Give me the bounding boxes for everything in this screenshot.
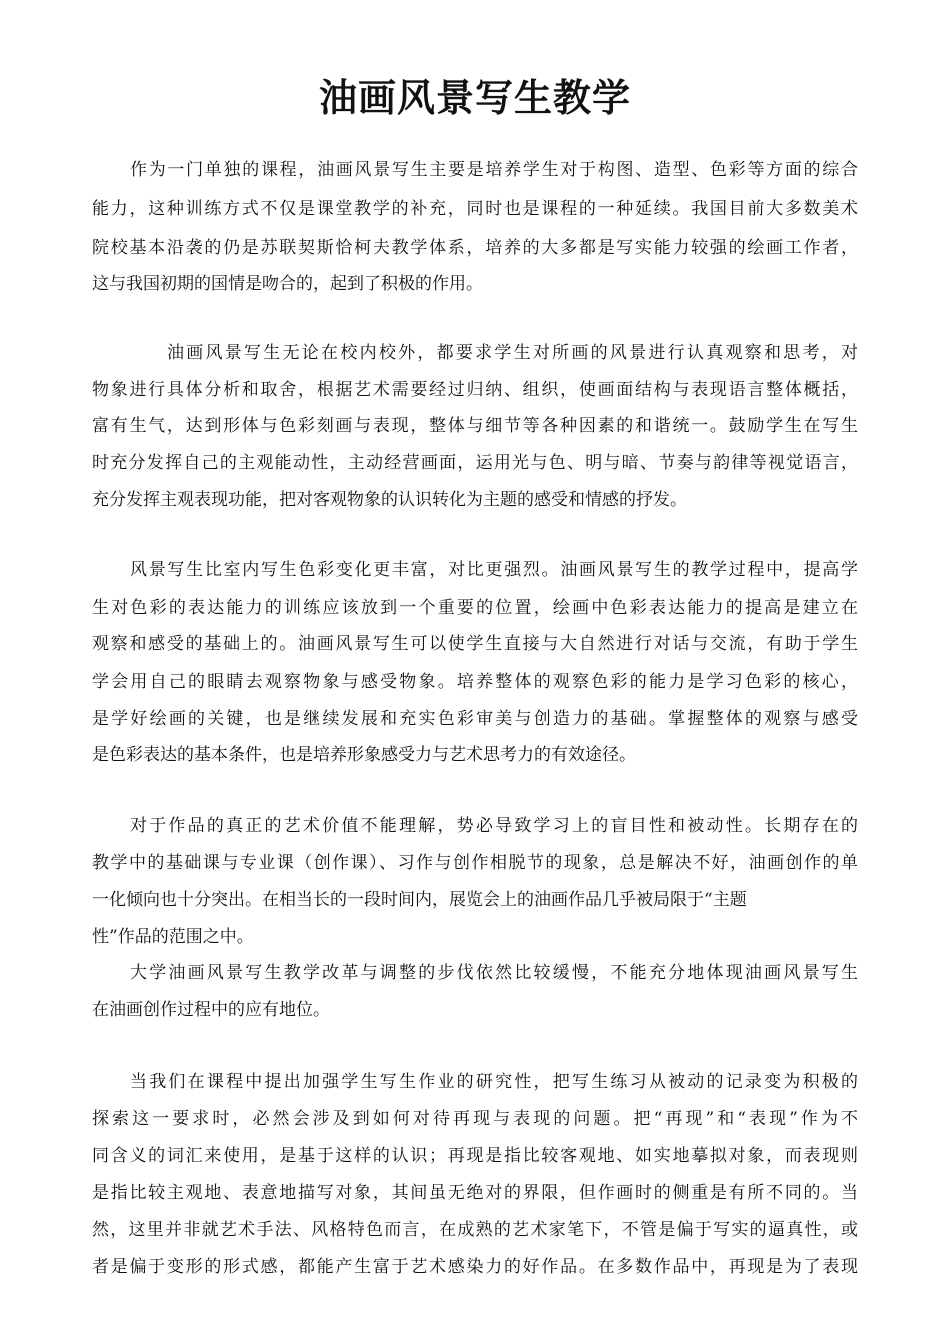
paragraph-3-line-3: 观察和感受的基础上的。油画风景写生可以使学生直接与大自然进行对话与交流，有助于学生 bbox=[92, 634, 858, 654]
paragraph-5-line-1: 大学油画风景写生教学改革与调整的步伐依然比较缓慢，不能充分地体现油画风景写生 bbox=[130, 963, 858, 983]
paragraph-6-line-3: 同含义的词汇来使用，是基于这样的认识；再现是指比较客观地、如实地摹拟对象，而表现则 bbox=[92, 1146, 858, 1166]
paragraph-5-line-2: 在油画创作过程中的应有地位。 bbox=[92, 1000, 330, 1020]
document-title: 油画风景写生教学 bbox=[318, 76, 631, 120]
paragraph-6-line-5: 然，这里并非就艺术手法、风格特色而言，在成熟的艺术家笔下，不管是偏于写实的逼真性，或 bbox=[92, 1220, 858, 1240]
paragraph-6-line-2: 探索这一要求时，必然会涉及到如何对待再现与表现的问题。把“再现”和“表现”作为不 bbox=[92, 1109, 858, 1129]
paragraph-2-line-2: 物象进行具体分析和取舍，根据艺术需要经过归纳、组织，使画面结构与表现语言整体概括， bbox=[92, 380, 858, 400]
paragraph-4-line-1: 对于作品的真正的艺术价值不能理解，势必导致学习上的盲目性和被动性。长期存在的 bbox=[130, 816, 858, 836]
paragraph-6-line-1: 当我们在课程中提出加强学生写生作业的研究性，把写生练习从被动的记录变为积极的 bbox=[130, 1072, 858, 1092]
paragraph-2-line-1: 油画风景写生无论在校内校外，都要求学生对所画的风景进行认真观察和思考，对 bbox=[167, 343, 858, 363]
paragraph-2-line-3: 富有生气，达到形体与色彩刻画与表现，整体与细节等各种因素的和谐统一。鼓励学生在写生 bbox=[92, 416, 858, 436]
paragraph-3-line-5: 是学好绘画的关键，也是继续发展和充实色彩审美与创造力的基础。掌握整体的观察与感受 bbox=[92, 709, 858, 729]
paragraph-6-line-6: 者是偏于变形的形式感，都能产生富于艺术感染力的好作品。在多数作品中，再现是为了表现 bbox=[92, 1257, 858, 1277]
paragraph-6-line-4: 是指比较主观地、表意地描写对象，其间虽无绝对的界限，但作画时的侧重是有所不同的。当 bbox=[92, 1183, 858, 1203]
paragraph-4-line-4: 性”作品的范围之中。 bbox=[92, 927, 254, 947]
paragraph-3-line-6: 是色彩表达的基本条件，也是培养形象感受力与艺术思考力的有效途径。 bbox=[92, 745, 636, 765]
paragraph-3-line-4: 学会用自己的眼睛去观察物象与感受物象。培养整体的观察色彩的能力是学习色彩的核心， bbox=[92, 672, 858, 692]
paragraph-4-line-3: 一化倾向也十分突出。在相当长的一段时间内，展览会上的油画作品几乎被局限于“主题 bbox=[92, 890, 747, 910]
paragraph-1-line-3: 院校基本沿袭的仍是苏联契斯恰柯夫教学体系，培养的大多都是写实能力较强的绘画工作者， bbox=[92, 238, 858, 258]
paragraph-3-line-2: 生对色彩的表达能力的训练应该放到一个重要的位置，绘画中色彩表达能力的提高是建立在 bbox=[92, 598, 858, 618]
paragraph-3-line-1: 风景写生比室内写生色彩变化更丰富，对比更强烈。油画风景写生的教学过程中，提高学 bbox=[130, 560, 858, 580]
paragraph-1-line-4: 这与我国初期的国情是吻合的，起到了积极的作用。 bbox=[92, 274, 483, 294]
paragraph-4-line-2: 教学中的基础课与专业课（创作课）、习作与创作相脱节的现象，总是解决不好，油画创作的单 bbox=[92, 853, 858, 873]
paragraph-1-line-1: 作为一门单独的课程，油画风景写生主要是培养学生对于构图、造型、色彩等方面的综合 bbox=[130, 160, 858, 180]
paragraph-1-line-2: 能力，这种训练方式不仅是课堂教学的补充，同时也是课程的一种延续。我国目前大多数美术 bbox=[92, 199, 858, 219]
paragraph-2-line-4: 时充分发挥自己的主观能动性，主动经营画面，运用光与色、明与暗、节奏与韵律等视觉语言， bbox=[92, 453, 858, 473]
paragraph-2-line-5: 充分发挥主观表现功能，把对客观物象的认识转化为主题的感受和情感的抒发。 bbox=[92, 490, 687, 510]
